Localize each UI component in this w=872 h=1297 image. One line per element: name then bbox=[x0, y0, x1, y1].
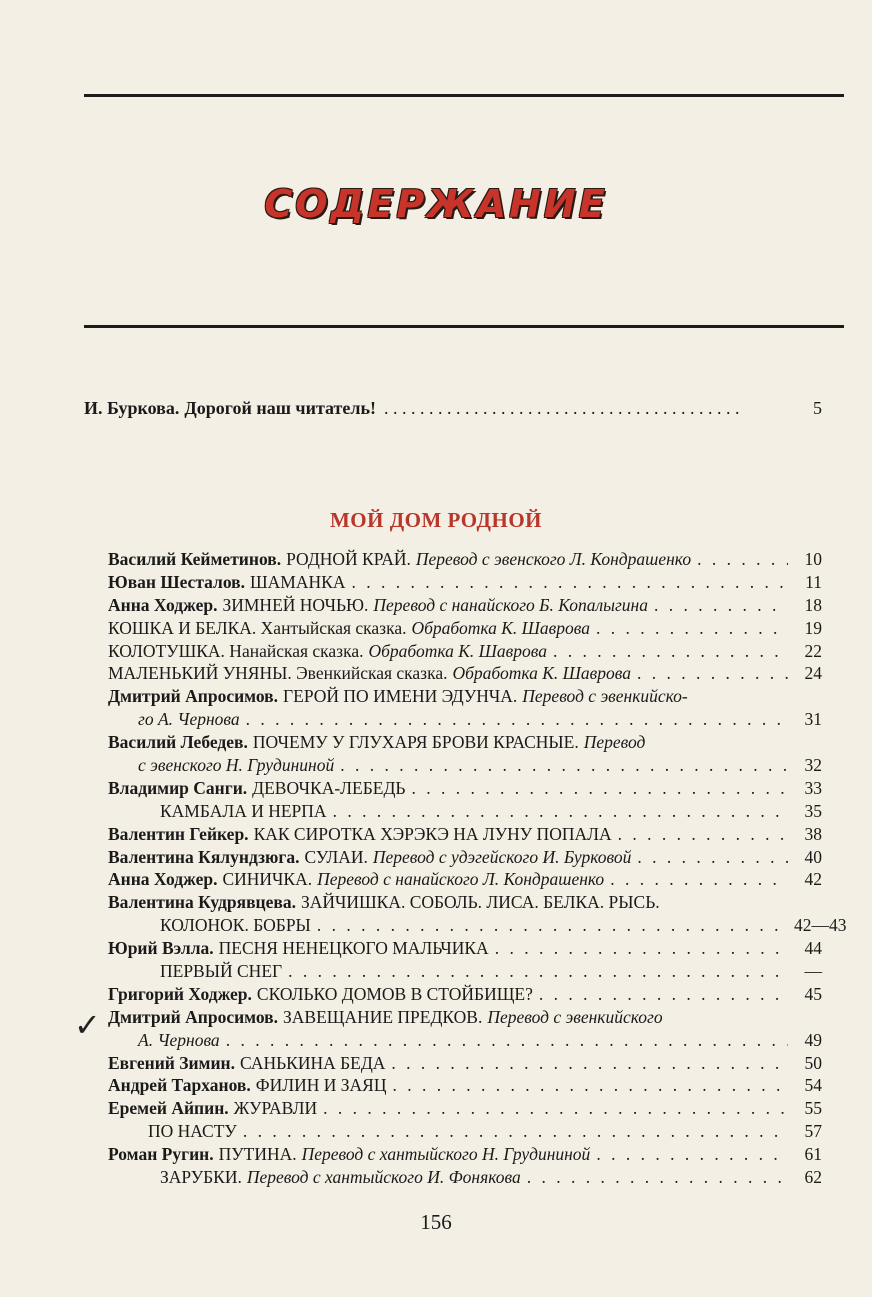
toc-author: Андрей Тарханов. bbox=[108, 1075, 251, 1096]
toc-entry[interactable] bbox=[108, 823, 822, 846]
toc-leader bbox=[596, 617, 788, 640]
toc-leader bbox=[610, 868, 788, 891]
toc-author: Евгений Зимин. bbox=[108, 1052, 236, 1073]
toc-entry[interactable] bbox=[108, 708, 822, 731]
toc-page-number: 55 bbox=[804, 1098, 822, 1119]
toc-translator-note: с эвенского Н. Грудининой bbox=[138, 755, 335, 776]
toc-title: ЗИМНЕЙ НОЧЬЮ. bbox=[222, 594, 369, 615]
toc-leader bbox=[333, 800, 788, 823]
toc-page-number: 18 bbox=[804, 594, 822, 615]
toc-author: Валентин Гейкер. bbox=[108, 823, 249, 844]
toc-entry[interactable] bbox=[108, 1143, 822, 1166]
toc-leader bbox=[226, 1029, 788, 1052]
toc-page-number: 49 bbox=[804, 1029, 822, 1050]
toc-page-number: 50 bbox=[804, 1052, 822, 1073]
toc-title: ПУТИНА. bbox=[218, 1144, 297, 1165]
toc-entry[interactable] bbox=[108, 1074, 822, 1097]
toc-page-number: 62 bbox=[804, 1167, 822, 1188]
toc-leader bbox=[618, 823, 788, 846]
toc-title: ДЕВОЧКА-ЛЕБЕДЬ bbox=[252, 777, 406, 798]
toc-leader bbox=[340, 754, 788, 777]
toc-entry[interactable] bbox=[108, 1097, 822, 1120]
toc-title: КАК СИРОТКА ХЭРЭКЭ НА ЛУНУ ПОПАЛА bbox=[253, 823, 612, 844]
toc-translator-note: Перевод с нанайского Л. Кондрашенко bbox=[317, 869, 605, 890]
toc-entry[interactable] bbox=[108, 1006, 822, 1029]
toc-translator-note: Обработка К. Шаврова bbox=[368, 640, 547, 661]
toc-page-number: 57 bbox=[804, 1121, 822, 1142]
toc-translator-note: Обработка К. Шаврова bbox=[452, 663, 631, 684]
toc-page-number: 22 bbox=[804, 640, 822, 661]
toc-title: КОШКА И БЕЛКА. Хантыйская сказка. bbox=[108, 617, 407, 638]
section-heading: МОЙ ДОМ РОДНОЙ bbox=[329, 508, 543, 532]
toc-leader bbox=[553, 640, 788, 663]
toc-page-number: 10 bbox=[804, 549, 822, 569]
toc-leader bbox=[391, 1052, 788, 1075]
toc-author: Владимир Санги. bbox=[108, 777, 248, 798]
toc-translator-note: Перевод с эвенкийского bbox=[487, 1006, 663, 1027]
toc-page-number: 11 bbox=[805, 571, 822, 592]
toc-title: СИНИЧКА. bbox=[222, 869, 313, 890]
toc-translator-note: Перевод с нанайского Б. Копалыгина bbox=[373, 594, 648, 615]
toc-entry[interactable] bbox=[108, 1052, 822, 1075]
toc-page-number: — bbox=[804, 961, 822, 982]
toc-entry[interactable] bbox=[108, 571, 822, 594]
toc-page-number: 61 bbox=[804, 1144, 822, 1165]
intro-entry[interactable] bbox=[84, 398, 822, 419]
toc-leader bbox=[527, 1166, 788, 1189]
mid-rule bbox=[84, 325, 844, 328]
toc-author: Дмитрий Апросимов. bbox=[108, 686, 279, 707]
toc-author: Григорий Ходжер. bbox=[108, 983, 252, 1004]
toc-author: Василий Лебедев. bbox=[108, 732, 248, 753]
toc-page-number: 33 bbox=[804, 777, 822, 798]
toc-entry[interactable] bbox=[108, 754, 822, 777]
toc-entry[interactable] bbox=[108, 594, 822, 617]
intro-leader: . . . . . . . . . . . . . . . . . . . . . . . . . . . . . . . . . . . . . . . . bbox=[384, 398, 740, 418]
toc-leader bbox=[288, 960, 788, 983]
toc-title: ПО НАСТУ bbox=[148, 1121, 237, 1142]
toc-entry[interactable] bbox=[108, 891, 822, 914]
toc-translator-note: Перевод с эвенского Л. Кондрашенко bbox=[415, 549, 692, 569]
toc-title: ПОЧЕМУ У ГЛУХАРЯ БРОВИ КРАСНЫЕ. bbox=[252, 732, 579, 753]
toc-entry[interactable] bbox=[108, 1120, 822, 1143]
toc-author: Василий Кейметинов. bbox=[108, 549, 282, 569]
toc-author: Анна Ходжер. bbox=[108, 594, 218, 615]
toc-page-number: 19 bbox=[804, 617, 822, 638]
toc-translator-note: Перевод bbox=[583, 732, 646, 753]
toc-page-number: 24 bbox=[804, 663, 822, 684]
toc-leader bbox=[596, 1143, 788, 1166]
toc-page-number: 42—43 bbox=[794, 915, 847, 936]
toc-title: КАМБАЛА И НЕРПА bbox=[160, 800, 327, 821]
toc-translator-note: Перевод с хантыйского Н. Грудининой bbox=[301, 1144, 591, 1165]
toc-entry[interactable] bbox=[108, 640, 822, 663]
handwritten-checkmark-icon: ✓ bbox=[74, 1006, 101, 1044]
intro-title: Дорогой наш читатель! bbox=[184, 398, 376, 418]
toc-author: Еремей Айпин. bbox=[108, 1098, 229, 1119]
toc-leader bbox=[637, 662, 788, 685]
toc-author: Валентина Кялундзюга. bbox=[108, 846, 300, 867]
toc-entry[interactable] bbox=[108, 777, 822, 800]
toc-entry[interactable] bbox=[108, 685, 822, 708]
toc-title: ГЕРОЙ ПО ИМЕНИ ЭДУНЧА. bbox=[283, 686, 518, 707]
toc-title: ЗАРУБКИ. bbox=[160, 1167, 242, 1188]
toc-page-number: 38 bbox=[804, 823, 822, 844]
toc-title: ШАМАНКА bbox=[250, 571, 346, 592]
toc-author: Роман Ругин. bbox=[108, 1144, 214, 1165]
toc-translator-note: Перевод с хантыйского И. Фонякова bbox=[246, 1167, 521, 1188]
toc-title: СКОЛЬКО ДОМОВ В СТОЙБИЩЕ? bbox=[256, 983, 533, 1004]
toc-entry[interactable] bbox=[108, 1166, 822, 1189]
toc-author: Юван Шесталов. bbox=[108, 571, 246, 592]
toc-title: ПЕРВЫЙ СНЕГ bbox=[160, 961, 283, 982]
toc-translator-note: А. Чернова bbox=[138, 1029, 220, 1050]
toc-leader bbox=[243, 1120, 788, 1143]
toc-leader bbox=[411, 777, 788, 800]
toc-title: ЗАВЕЩАНИЕ ПРЕДКОВ. bbox=[283, 1006, 483, 1027]
toc-leader bbox=[323, 1097, 788, 1120]
toc-leader bbox=[392, 1074, 788, 1097]
toc-translator-note: го А. Чернова bbox=[138, 709, 240, 730]
intro-author: И. Буркова. bbox=[84, 398, 180, 418]
top-rule bbox=[84, 94, 844, 97]
toc-title: ПЕСНЯ НЕНЕЦКОГО МАЛЬЧИКА bbox=[218, 938, 489, 959]
toc-title: ЗАЙЧИШКА. СОБОЛЬ. ЛИСА. БЕЛКА. РЫСЬ. bbox=[300, 892, 660, 913]
toc-leader bbox=[654, 594, 788, 617]
toc-entry[interactable] bbox=[108, 662, 822, 685]
toc-translator-note: Перевод с эвенкийско- bbox=[522, 686, 688, 707]
toc-entry[interactable] bbox=[108, 617, 822, 640]
toc-page-number: 42 bbox=[804, 869, 822, 890]
toc-title: СУЛАИ. bbox=[304, 846, 368, 867]
page-number: 156 bbox=[420, 1210, 452, 1234]
toc-entry[interactable] bbox=[108, 1029, 822, 1052]
toc-page-number: 35 bbox=[804, 800, 822, 821]
toc-author: Юрий Вэлла. bbox=[108, 938, 214, 959]
toc-entry[interactable] bbox=[108, 868, 822, 891]
toc-entry[interactable] bbox=[108, 846, 822, 869]
toc-title: САНЬКИНА БЕДА bbox=[240, 1052, 386, 1073]
toc-title: МАЛЕНЬКИЙ УНЯНЫ. Эвенкийская сказка. bbox=[108, 663, 448, 684]
toc-leader bbox=[697, 548, 788, 571]
toc-leader bbox=[317, 914, 788, 937]
toc-page-number: 44 bbox=[804, 938, 822, 959]
toc-leader bbox=[246, 708, 788, 731]
toc-author: Валентина Кудрявцева. bbox=[108, 892, 296, 913]
toc-entry[interactable] bbox=[108, 937, 822, 960]
page-title: СОДЕРЖАНИЕ bbox=[264, 182, 608, 226]
toc-title: КОЛОТУШКА. Нанайская сказка. bbox=[108, 640, 364, 661]
toc-title: ФИЛИН И ЗАЯЦ bbox=[255, 1075, 387, 1096]
toc-entry[interactable] bbox=[108, 731, 822, 754]
toc-list bbox=[108, 548, 847, 1189]
toc-page-number: 32 bbox=[804, 755, 822, 776]
toc-page-number: 40 bbox=[804, 846, 822, 867]
toc-leader bbox=[495, 937, 788, 960]
toc-title: ЖУРАВЛИ bbox=[233, 1098, 318, 1119]
toc-author: Анна Ходжер. bbox=[108, 869, 218, 890]
toc-page-number: 54 bbox=[804, 1075, 822, 1096]
toc-leader bbox=[351, 571, 788, 594]
toc-entry[interactable] bbox=[108, 983, 822, 1006]
toc-entry[interactable] bbox=[108, 548, 822, 571]
toc-page-number: 45 bbox=[804, 983, 822, 1004]
toc-page-number: 31 bbox=[804, 709, 822, 730]
toc-title: КОЛОНОК. БОБРЫ bbox=[160, 915, 311, 936]
toc-translator-note: Перевод с удэгейского И. Бурковой bbox=[372, 846, 632, 867]
toc-entry[interactable] bbox=[108, 960, 822, 983]
intro-page: 5 bbox=[813, 398, 822, 418]
toc-author: Дмитрий Апросимов. bbox=[108, 1006, 279, 1027]
toc-entry[interactable] bbox=[108, 800, 822, 823]
toc-leader bbox=[637, 846, 788, 869]
toc-title: РОДНОЙ КРАЙ. bbox=[286, 549, 411, 569]
toc-translator-note: Обработка К. Шаврова bbox=[411, 617, 590, 638]
toc-leader bbox=[539, 983, 788, 1006]
toc-entry[interactable] bbox=[108, 914, 847, 937]
